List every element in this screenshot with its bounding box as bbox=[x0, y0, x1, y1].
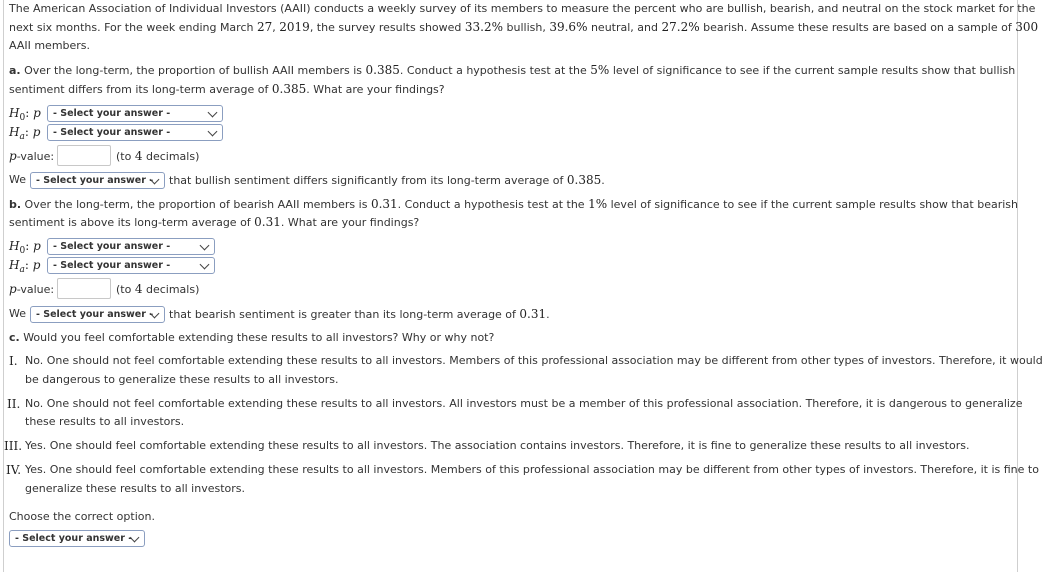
option-II-numeral: II. bbox=[7, 397, 21, 411]
chevron-down-icon bbox=[208, 127, 218, 137]
part-a-line-1: a. Over the long-term, the proportion of bullish AAII members is 0.385. Conduct a hypothesis test at the 5% level of significance to see if the current sample results show that bullish bbox=[9, 63, 1016, 77]
part-a-pvalue-hint: (to 4 decimals) bbox=[116, 149, 200, 163]
part-b-pvalue-hint: (to 4 decimals) bbox=[116, 282, 200, 296]
chevron-down-icon bbox=[200, 260, 210, 270]
part-a-we-label: We bbox=[9, 173, 26, 186]
choose-option-select[interactable]: - Select your answer - bbox=[9, 530, 145, 547]
part-a-conclusion-text: that bullish sentiment differs significantly from its long-term average of 0.385. bbox=[169, 173, 605, 187]
part-a-conclusion-select[interactable]: - Select your answer - bbox=[30, 172, 165, 189]
part-a-h0-select[interactable]: - Select your answer - bbox=[47, 105, 223, 122]
part-b-conclusion-text: that bearish sentiment is greater than its long-term average of 0.31. bbox=[169, 307, 550, 321]
part-b-line-1: b. Over the long-term, the proportion of bearish AAII members is 0.31. Conduct a hypothesis test at the 1% level of significance to see if the current sample results show that bearish bbox=[9, 197, 1018, 211]
part-b-conclusion-select[interactable]: - Select your answer - bbox=[30, 306, 165, 323]
option-IV-line-1: Yes. One should feel comfortable extending these results to all investors. Members of this professional association may be different from other types of investors. Therefore, it is fine to bbox=[25, 463, 1039, 476]
part-b-pvalue-input[interactable] bbox=[57, 278, 111, 299]
option-II-line-1: No. One should not feel comfortable extending these results to all investors. All investors must be a member of this professional association. Therefore, it is dangerous to generalize bbox=[25, 397, 1023, 410]
part-a-pvalue-label: p-value: bbox=[9, 149, 55, 163]
chevron-down-icon bbox=[208, 108, 218, 118]
part-b-line-2: sentiment is above its long-term average of 0.31. What are your findings? bbox=[9, 215, 420, 229]
part-a-ha-select[interactable]: - Select your answer - bbox=[47, 124, 223, 141]
part-b-ha-label: $H_a$: p bbox=[9, 258, 41, 276]
part-c-question: c. Would you feel comfortable extending these results to all investors? Why or why not? bbox=[9, 331, 495, 344]
chevron-down-icon bbox=[200, 241, 210, 251]
part-a-h0-label: $H_0$: p bbox=[9, 106, 41, 124]
option-III-line-1: Yes. One should feel comfortable extending these results to all investors. The association contains investors. Therefore, it is fine to generalize these results to all investors. bbox=[25, 439, 970, 452]
part-b-pvalue-label: p-value: bbox=[9, 282, 55, 296]
option-IV-line-2: generalize these results to all investors. bbox=[25, 482, 246, 495]
option-I-line-1: No. One should not feel comfortable extending these results to all investors. Members of this professional association may be different from other types of investors. Therefore, it would bbox=[25, 354, 1043, 367]
option-III-numeral: III. bbox=[4, 439, 23, 453]
part-a-line-2: sentiment differs from its long-term average of 0.385. What are your findings? bbox=[9, 82, 445, 96]
part-b-ha-select[interactable]: - Select your answer - bbox=[47, 257, 215, 274]
part-a-ha-label: $H_a$: p bbox=[9, 125, 41, 143]
intro-line-1: The American Association of Individual Investors (AAII) conducts a weekly survey of its members to measure the percent who are bullish, bearish, and neutral on the stock market for the bbox=[9, 2, 1036, 15]
part-b-we-label: We bbox=[9, 307, 26, 320]
part-b-h0-label: $H_0$: p bbox=[9, 239, 41, 257]
option-II-line-2: these results to all investors. bbox=[25, 415, 185, 428]
option-IV-numeral: IV. bbox=[6, 463, 22, 477]
part-a-pvalue-input[interactable] bbox=[57, 145, 111, 166]
option-I-line-2: be dangerous to generalize these results to all investors. bbox=[25, 373, 339, 386]
choose-label: Choose the correct option. bbox=[9, 510, 155, 523]
part-b-h0-select[interactable]: - Select your answer - bbox=[47, 238, 215, 255]
option-I-numeral: I. bbox=[9, 354, 18, 368]
intro-line-3: AAII members. bbox=[9, 39, 91, 52]
intro-line-2: next six months. For the week ending March 27, 2019, the survey results showed 33.2% bullish, 39.6% neutral, and 27.2% bearish. Assume these results are based on a sample of 300 bbox=[9, 20, 1039, 34]
